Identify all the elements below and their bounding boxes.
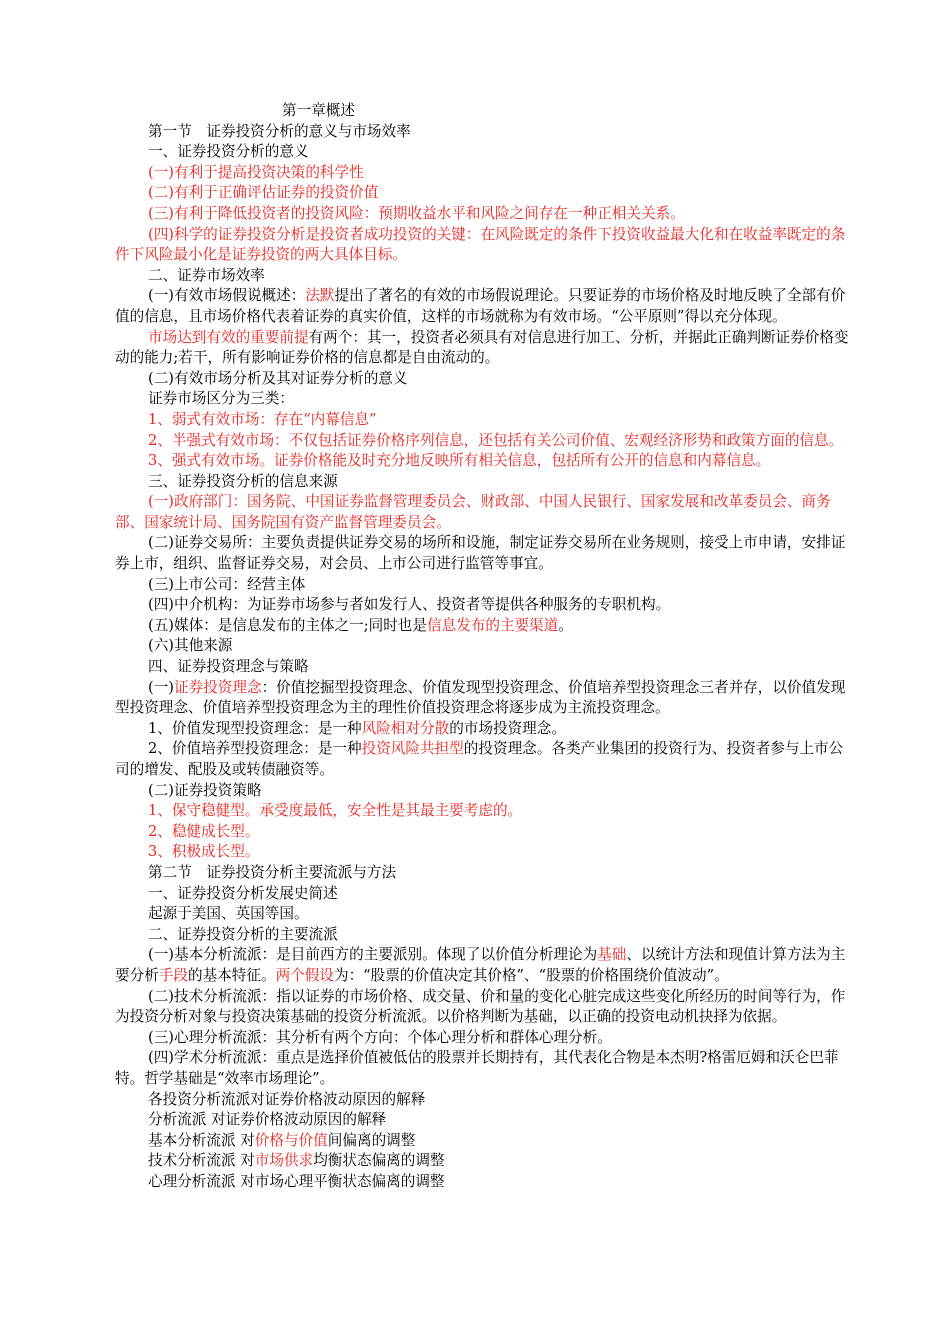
paragraph xyxy=(115,678,855,719)
text-run: 技术分析流派 对 xyxy=(148,1152,255,1170)
chapter-title xyxy=(115,101,855,122)
paragraph xyxy=(115,266,855,287)
text-run: (五)媒体：是信息发布的主体之一;同时也是 xyxy=(148,616,427,634)
text-run: (一)基本分析流派：是目前西方的主要派别。体现了以价值分析理论为 xyxy=(148,946,598,964)
text-run: 三、证券投资分析的信息来源 xyxy=(148,472,338,490)
paragraph xyxy=(115,904,855,925)
text-run: (六)其他来源 xyxy=(148,637,233,655)
highlighted-text: 市场供求 xyxy=(254,1152,314,1170)
paragraph xyxy=(115,431,855,452)
paragraph xyxy=(115,987,855,1028)
text-run: 基本分析流派 对 xyxy=(148,1131,255,1149)
paragraph xyxy=(115,842,855,863)
paragraph xyxy=(115,616,855,637)
highlighted-text: (四)科学的证券投资分析是投资者成功投资的关键：在风险既定的条件下投资收益最大化和在收益率既定的条件下风险最小化是证券投资的两大具体目标。 xyxy=(115,225,846,264)
text-run: 一、证券投资分析发展史简述 xyxy=(148,884,338,902)
text-run: 的基本特征。 xyxy=(188,966,276,984)
paragraph xyxy=(115,945,855,986)
text-run: (四)学术分析流派：重点是选择价值被低估的股票并长期持有，其代表化合物是本杰明?格雷厄姆和沃仑巴菲特。哲学基础是“效率市场理论”。 xyxy=(115,1049,839,1087)
text-run: (二)证券交易所：主要负责提供证券交易的场所和设施，制定证券交易所在业务规则，接受上市申请，安排证券上市，组织、监督证券交易，对会员、上市公司进行监管等事宜。 xyxy=(115,534,846,573)
highlighted-text: 两个假设 xyxy=(275,966,334,984)
text-run: 为：“股票的价值决定其价格”、“股票的价格围绕价值波动”。 xyxy=(333,966,729,984)
highlighted-text: (二)有利于正确评估证券的投资价值 xyxy=(148,184,379,202)
paragraph xyxy=(115,369,855,390)
highlighted-text: 2、半强式有效市场：不仅包括证券价格序列信息，还包括有关公司价值、宏观经济形势和政策方面的信息。 xyxy=(148,431,844,449)
paragraph xyxy=(115,533,855,574)
paragraph xyxy=(115,389,855,410)
paragraph xyxy=(115,575,855,596)
highlighted-text: 市场达到有效的重要前提 xyxy=(148,328,309,346)
text-run: 。 xyxy=(558,616,573,634)
paragraph xyxy=(115,183,855,204)
paragraph xyxy=(115,122,855,143)
highlighted-text: 投资风险共担型 xyxy=(361,740,464,758)
paragraph xyxy=(115,595,855,616)
text-run: (二)证券投资策略 xyxy=(148,781,262,799)
highlighted-text: 1、弱式有效市场：存在“内幕信息” xyxy=(148,410,377,428)
paragraph xyxy=(115,925,855,946)
text-run: 证券市场区分为三类： xyxy=(148,390,294,408)
highlighted-text: 基础 xyxy=(597,946,627,964)
highlighted-text: 2、稳健成长型。 xyxy=(148,822,260,840)
paragraph xyxy=(115,1131,855,1152)
text-run: 提出了著名的有效的市场假说理论。只要证券的市场价格及时地反映了全部有价值的信息，且市场价格代表着证券的真实价值，这样的市场就称为有效市场。“公平原则”得以充分体现。 xyxy=(115,287,846,325)
text-run: 四、证券投资理念与策略 xyxy=(148,658,309,676)
paragraph xyxy=(115,328,855,369)
highlighted-text: 法默 xyxy=(305,287,335,305)
text-run: 第一节 证券投资分析的意义与市场效率 xyxy=(148,122,411,140)
highlighted-text: 价格与价值 xyxy=(254,1131,328,1149)
paragraph xyxy=(115,286,855,327)
paragraph xyxy=(115,142,855,163)
paragraph xyxy=(115,1151,855,1172)
paragraph xyxy=(115,863,855,884)
highlighted-text: (三)有利于降低投资者的投资风险：预期收益水平和风险之间存在一种正相关关系。 xyxy=(148,204,685,222)
text-run: 有两个：其一，投资者必须具有对信息进行加工、分析，并据此正确判断证券价格变动的能力;若干，所有影响证券价格的信息都是自由流动的。 xyxy=(115,328,849,367)
highlighted-text: 风险相对分散 xyxy=(361,719,450,737)
paragraph xyxy=(115,1172,855,1193)
text-run: 的市场投资理念。 xyxy=(449,719,566,737)
text-run: 一、证券投资分析的意义 xyxy=(148,143,309,161)
paragraph xyxy=(115,1048,855,1089)
text-run: (四)中介机构：为证券市场参与者如发行人、投资者等提供各种服务的专职机构。 xyxy=(148,596,671,614)
paragraph xyxy=(115,636,855,657)
paragraph xyxy=(115,163,855,184)
text-run: 2、价值培养型投资理念：是一种 xyxy=(148,740,362,758)
text-run: 心理分析流派 对市场心理平衡状态偏离的调整 xyxy=(148,1172,445,1190)
paragraph xyxy=(115,822,855,843)
paragraph xyxy=(115,1028,855,1049)
text-run: (一) xyxy=(148,678,174,696)
paragraph xyxy=(115,1090,855,1111)
paragraph xyxy=(115,781,855,802)
paragraph xyxy=(115,410,855,431)
paragraph xyxy=(115,884,855,905)
text-run: (一)有效市场假说概述： xyxy=(148,287,306,305)
text-run: ：价值挖掘型投资理念、价值发现型投资理念、价值培养型投资理念三者并存，以价值发现型投资理念、价值培养型投资理念为主的理性价值投资理念将逐步成为主流投资理念。 xyxy=(115,678,846,717)
highlighted-text: 证券投资理念 xyxy=(173,678,262,696)
text-run: 各投资分析流派对证券价格波动原因的解释 xyxy=(148,1090,426,1108)
paragraph xyxy=(115,204,855,225)
paragraph xyxy=(115,1110,855,1131)
highlighted-text: 3、强式有效市场。证券价格能及时充分地反映所有相关信息，包括所有公开的信息和内幕信息。 xyxy=(148,452,771,470)
text-run: (二)技术分析流派：指以证券的市场价格、成交量、价和量的变化心脏完成这些变化所经历的时间等行为，作为投资分析对象与投资决策基础的投资分析流派。以价格判断为基础，以正确的投资电动机抉择为依据。 xyxy=(115,987,846,1026)
text-run: 、以统计方法和现值计算方法为主要分析 xyxy=(115,946,846,984)
highlighted-text: 1、保守稳健型。承受度最低，安全性是其最主要考虑的。 xyxy=(148,802,523,820)
highlighted-text: 信息发布的主要渠道 xyxy=(427,616,559,634)
paragraph xyxy=(115,657,855,678)
paragraph xyxy=(115,739,855,780)
highlighted-text: 手段 xyxy=(158,966,188,984)
highlighted-text: 3、积极成长型。 xyxy=(148,843,260,861)
document-body xyxy=(115,101,855,1192)
highlighted-text: (一)政府部门：国务院、中国证券监督管理委员会、财政部、中国人民银行、国家发展和改革委员会、商务部、国家统计局、国务院国有资产监督管理委员会。 xyxy=(115,493,831,531)
text-run: 均衡状态偏离的调整 xyxy=(313,1152,445,1170)
text-run: (三)心理分析流派：其分析有两个方向：个体心理分析和群体心理分析。 xyxy=(148,1028,612,1046)
text-run: (三)上市公司：经营主体 xyxy=(148,575,306,593)
text-run: 第一章概述 xyxy=(282,102,355,119)
text-run: 起源于美国、英国等国。 xyxy=(148,905,309,923)
paragraph xyxy=(115,472,855,493)
text-run: 分析流派 对证券价格波动原因的解释 xyxy=(148,1111,387,1129)
paragraph xyxy=(115,225,855,266)
text-run: 第二节 证券投资分析主要流派与方法 xyxy=(148,863,397,881)
text-run: 二、证券投资分析的主要流派 xyxy=(148,925,338,943)
paragraph xyxy=(115,719,855,740)
text-run: 的投资理念。各类产业集团的投资行为、投资者参与上市公司的增发、配股及或转债融资等。 xyxy=(115,740,844,778)
paragraph xyxy=(115,492,855,533)
paragraph xyxy=(115,801,855,822)
text-run: 二、证券市场效率 xyxy=(148,266,265,284)
text-run: 间偏离的调整 xyxy=(327,1131,416,1149)
text-run: (二)有效市场分析及其对证券分析的意义 xyxy=(148,369,408,387)
paragraph xyxy=(115,451,855,472)
text-run: 1、价值发现型投资理念：是一种 xyxy=(148,719,362,737)
highlighted-text: (一)有利于提高投资决策的科学性 xyxy=(148,163,364,181)
